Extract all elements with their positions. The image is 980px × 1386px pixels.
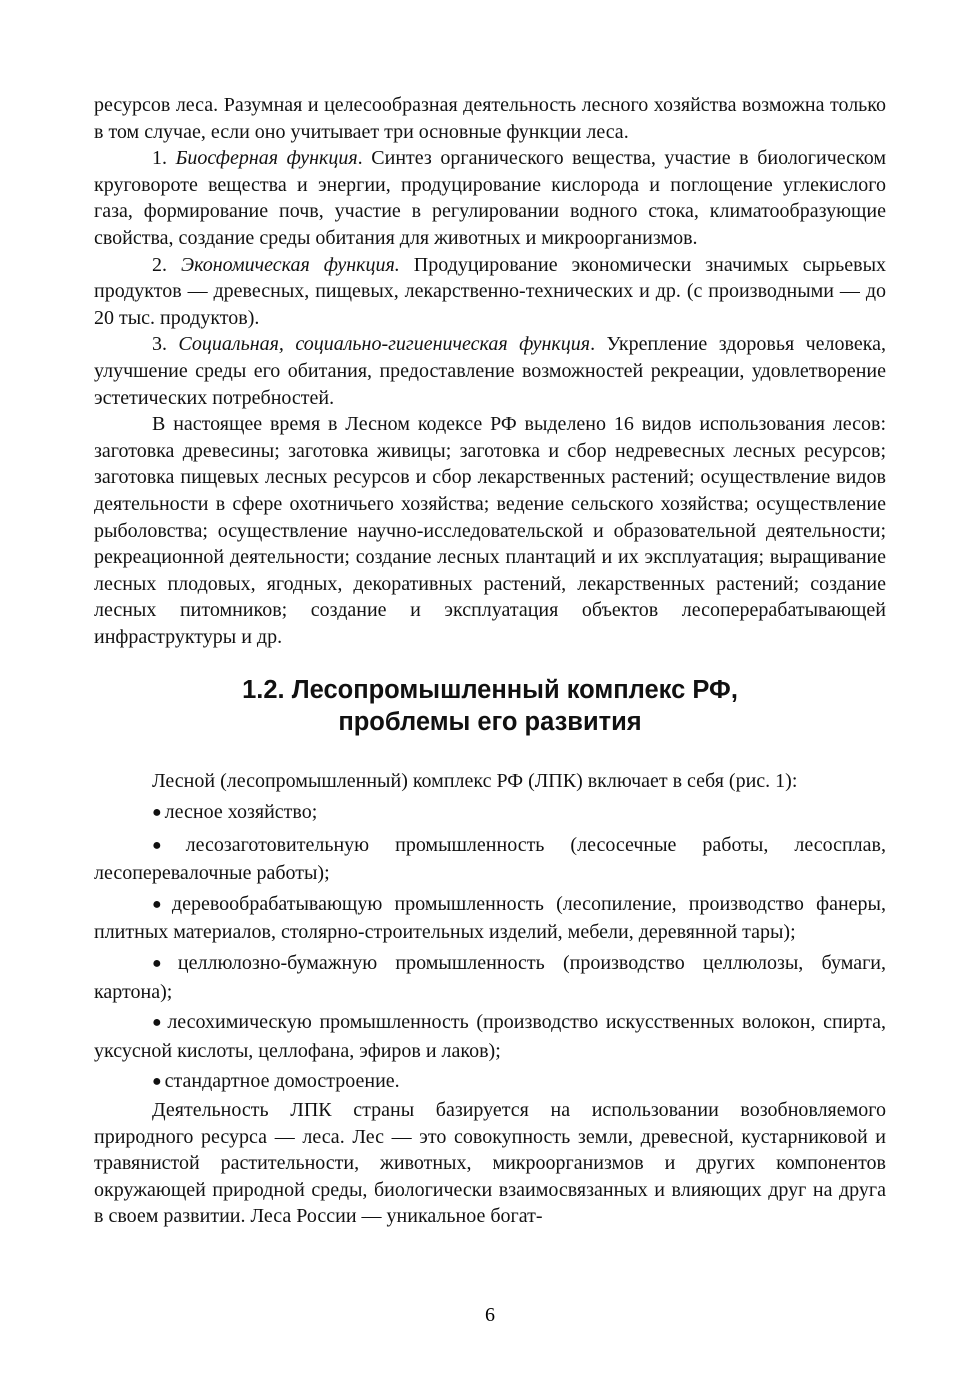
- item-number: 2.: [152, 253, 181, 276]
- list-item: ● лесозаготовительную промышленность (лесосечные работы, лесосплав, лесоперевалочные работы);: [94, 833, 886, 885]
- bullet-icon: ●: [152, 1014, 165, 1032]
- page-body: [94, 92, 886, 1230]
- paragraph-closing: Деятельность ЛПК страны базируется на использовании возобновляемого природного ресурса — леса. Лес — это совокупность земли, древесной, кустарниковой и травянистой растительности, животных, микроорганизмов и других компонентов окружающей природной среды, биологически взаимосвязанных и влияющих друг на друга в своем развитии. Леса России — уникальное богат-: [94, 1099, 886, 1228]
- page-number: 6: [485, 1304, 495, 1326]
- list-item: ● лесное хозяйство;: [152, 801, 318, 824]
- function-item-economic: [94, 252, 886, 332]
- item-text: . Укрепление здоровья человека, улучшение среды его обитания, предоставление возможностей рекреации, удовлетворение эстетических потребностей.: [94, 333, 886, 409]
- item-text: . Синтез органического вещества, участие в биологическом круговороте вещества и энергии, продуцирование кислорода и поглощение углекислого газа, формирование почв, участие в регулировании водного стока, климатообразующие свойства, создание среды обитания для животных и микроорганизмов.: [94, 147, 886, 249]
- function-item-biosphere: [94, 145, 886, 251]
- bullet-icon: ●: [152, 1073, 162, 1091]
- item-text: Продуцирование экономически значимых сырьевых продуктов — древесных, пищевых, лекарственно-технических и др. (с производными — до 20 тыс. продуктов).: [94, 253, 887, 329]
- section-heading-line2: проблемы его развития: [338, 708, 642, 737]
- item-number: 3.: [152, 333, 179, 356]
- bullet-icon: ●: [152, 895, 169, 913]
- list-item: ● целлюлозно-бумажную промышленность (производство целлюлозы, бумаги, картона);: [94, 952, 887, 1003]
- function-item-social: [94, 331, 886, 411]
- list-item: ● стандартное домостроение.: [152, 1070, 400, 1093]
- section-heading: [94, 674, 886, 738]
- list-item: ● деревообрабатывающую промышленность (лесопиление, производство фанеры, плитных материалов, столярно-строительных изделий, мебели, деревянной тары);: [94, 892, 886, 944]
- list-item: ● лесохимическую промышленность (производство искусственных волокон, спирта, уксусной кислоты, целлофана, эфиров и лаков);: [94, 1011, 886, 1062]
- paragraph-forest-code: В настоящее время в Лесном кодексе РФ выделено 16 видов использования лесов: заготовка древесины; заготовка живицы; заготовка и сбор недревесных лесных ресурсов; заготовка пищевых лесных ресурсов и сбор лекарственных растений; осуществление видов деятельности в сфере охотничьего хозяйства; ведение сельского хозяйства; осуществление рыболовства; осуществление научно-исследовательской и образовательной деятельности; рекреационной деятельности; создание лесных плантаций и их эксплуатация; выращивание лесных плодовых, ягодных, декоративных растений, лекарственных растений; создание лесных питомников; создание и эксплуатация объектов лесоперерабатывающей инфраструктуры и др.: [94, 413, 886, 648]
- paragraph-intro: Лесной (лесопромышленный) комплекс РФ (ЛПК) включает в себя (рис. 1):: [152, 770, 798, 793]
- bullet-icon: ●: [152, 955, 175, 973]
- item-title: Экономическая функция.: [181, 253, 400, 276]
- bullet-icon: ●: [152, 836, 183, 854]
- item-number: 1.: [152, 147, 176, 170]
- bullet-icon: ●: [152, 804, 162, 822]
- paragraph: ресурсов леса. Разумная и целесообразная деятельность лесного хозяйства возможна только в том случае, если оно учитывает три основные функции леса.: [94, 94, 886, 143]
- item-title: Биосферная функция: [175, 147, 358, 170]
- section-heading-line1: 1.2. Лесопромышленный комплекс РФ,: [242, 676, 738, 705]
- item-title: Социальная, социально-гигиеническая функция: [178, 333, 591, 356]
